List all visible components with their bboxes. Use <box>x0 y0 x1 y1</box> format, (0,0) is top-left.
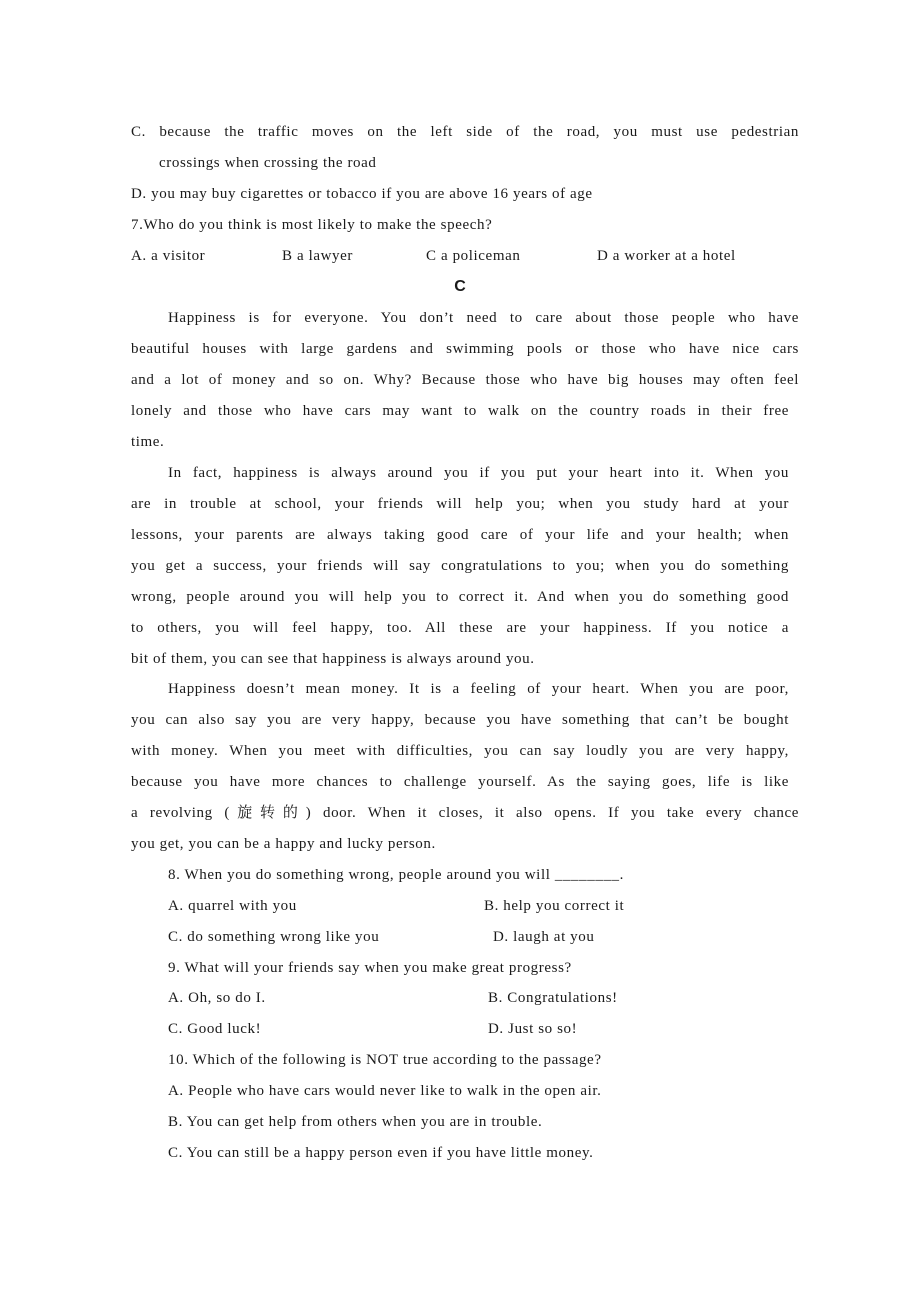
q9-option-a: A. Oh, so do I. <box>168 990 266 1006</box>
paragraph-line: a revolving (旋转的) door. When it closes, it also opens. If you take every chance <box>131 805 799 821</box>
q10-option-a: A. People who have cars would never like to walk in the open air. <box>168 1083 602 1099</box>
q9-option-c: C. Good luck! <box>168 1021 262 1037</box>
q8-option-a: A. quarrel with you <box>168 898 297 914</box>
q7-option-d: D a worker at a hotel <box>597 248 736 264</box>
paragraph-line: and a lot of money and so on. Why? Because those who have big houses may often feel <box>131 372 799 388</box>
paragraph-line: to others, you will feel happy, too. All these are your happiness. If you notice a <box>131 620 789 636</box>
paragraph-line: you can also say you are very happy, because you have something that can’t be bought <box>131 712 789 728</box>
q7-option-b: B a lawyer <box>282 248 353 264</box>
paragraph-line: wrong, people around you will help you to correct it. And when you do something good <box>131 589 789 605</box>
paragraph-line: Happiness is for everyone. You don’t need to care about those people who have <box>168 310 799 326</box>
q7-option-a: A. a visitor <box>131 248 206 264</box>
q8-option-c: C. do something wrong like you <box>168 929 380 945</box>
q10-option-c: C. You can still be a happy person even if you have little money. <box>168 1145 594 1161</box>
q6-option-d: D. you may buy cigarettes or tobacco if you are above 16 years of age <box>131 186 593 202</box>
q9-question: 9. What will your friends say when you make great progress? <box>168 960 572 976</box>
q10-option-b: B. You can get help from others when you are in trouble. <box>168 1114 543 1130</box>
q6-option-c-line1: C. because the traffic moves on the left side of the road, you must use pedestrian <box>131 124 799 140</box>
paragraph-line: In fact, happiness is always around you if you put your heart into it. When you <box>168 465 789 481</box>
section-heading: C <box>454 278 466 295</box>
q7-option-c: C a policeman <box>426 248 521 264</box>
q8-question: 8. When you do something wrong, people around you will ________. <box>168 867 624 883</box>
paragraph-line: lessons, your parents are always taking good care of your life and your health; when <box>131 527 789 543</box>
q10-question: 10. Which of the following is NOT true according to the passage? <box>168 1052 602 1068</box>
paragraph-line: Happiness doesn’t mean money. It is a feeling of your heart. When you are poor, <box>168 681 789 697</box>
paragraph-line: are in trouble at school, your friends will help you; when you study hard at your <box>131 496 789 512</box>
q7-question: 7.Who do you think is most likely to make the speech? <box>131 217 493 233</box>
paragraph-line: lonely and those who have cars may want to walk on the country roads in their free <box>131 403 789 419</box>
paragraph-line: bit of them, you can see that happiness is always around you. <box>131 651 535 667</box>
q8-option-d: D. laugh at you <box>493 929 595 945</box>
paragraph-line: you get, you can be a happy and lucky person. <box>131 836 436 852</box>
paragraph-line: you get a success, your friends will say congratulations to you; when you do something <box>131 558 789 574</box>
q8-option-b: B. help you correct it <box>484 898 625 914</box>
paragraph-line: because you have more chances to challenge yourself. As the saying goes, life is like <box>131 774 789 790</box>
paragraph-line: with money. When you meet with difficulties, you can say loudly you are very happy, <box>131 743 789 759</box>
paragraph-line: time. <box>131 434 165 450</box>
q9-option-d: D. Just so so! <box>488 1021 578 1037</box>
q6-option-c-line2: crossings when crossing the road <box>159 155 377 171</box>
paragraph-line: beautiful houses with large gardens and swimming pools or those who have nice cars <box>131 341 799 357</box>
q9-option-b: B. Congratulations! <box>488 990 618 1006</box>
